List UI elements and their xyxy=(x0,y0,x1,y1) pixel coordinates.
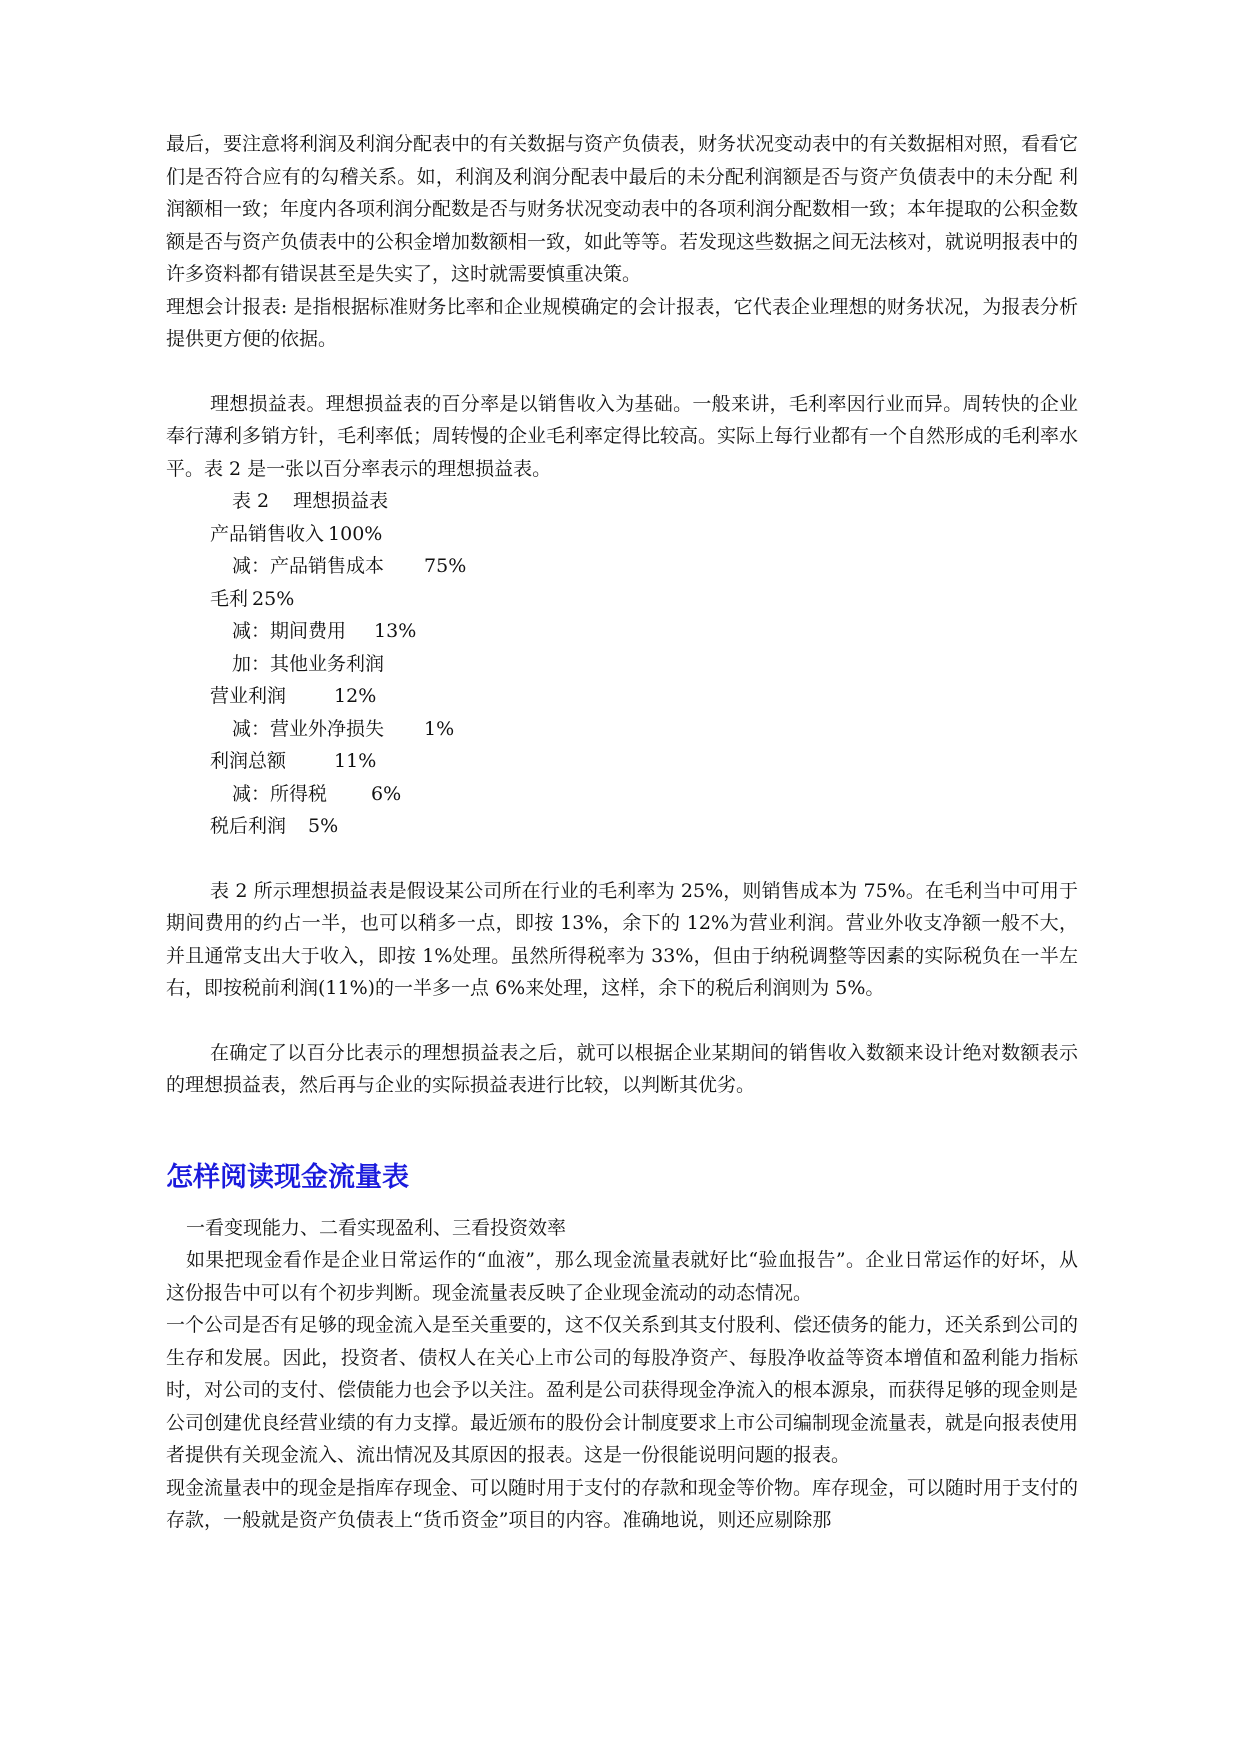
paragraph-verification: 最后，要注意将利润及利润分配表中的有关数据与资产负债表，财务状况变动表中的有关数据相对照，看看它们是否符合应有的勾稽关系。如，利润及利润分配表中最后的未分配利润额是否与资产负债表中的未分配 利润额相一致；年度内各项利润分配数是否与财务状况变动表中的各项利润分配数相一致；本年提取的公积金数额是否与资产负债表中的公积金增加数额相一致，如此等等。若发现这些数据之间无法核对，就说明报表中的许多资料都有错误甚至是失实了，这时就需要慎重决策。 xyxy=(166,133,1079,285)
section-paragraph-cashflow-importance: 一个公司是否有足够的现金流入是至关重要的，这不仅关系到其支付股利、偿还债务的能力，还关系到公司的生存和发展。因此，投资者、债权人在关心上市公司的每股净资产、每股净收益等资本增值和盈利能力指标时，对公司的支付、偿债能力也会予以关注。盈利是公司获得现金净流入的根本源泉，而获得足够的现金则是公司创建优良经营业绩的有力支撑。最近颁布的股份会计制度要求上市公司编制现金流量表，就是向报表使用者提供有关现金流入、流出情况及其原因的报表。这是一份很能说明问题的报表。 xyxy=(166,1314,1079,1466)
table-row-value: 11% xyxy=(334,750,377,772)
table-row-value: 12% xyxy=(334,685,377,707)
table-row xyxy=(166,810,1078,843)
section-paragraph-cash-definition: 现金流量表中的现金是指库存现金、可以随时用于支付的存款和现金等价物。库存现金，可以随时用于支付的存款，一般就是资产负债表上“货币资金”项目的内容。准确地说，则还应剔除那 xyxy=(166,1476,1079,1531)
table-row xyxy=(166,550,1078,583)
table-row-value: 25% xyxy=(252,587,295,610)
table-row-value: 5% xyxy=(308,815,339,837)
table-row-label: 加：其他业务利润 xyxy=(232,652,385,675)
table-row-value: 13% xyxy=(374,620,417,642)
document-page xyxy=(166,128,1078,1537)
section-lead: 如果把现金看作是企业日常运作的“血液”，那么现金流量表就好比“验血报告”。企业日常运作的好坏，从这份报告中可以有个初步判断。现金流量表反映了企业现金流动的动态情况。 xyxy=(166,1249,1078,1304)
table-row xyxy=(166,778,1078,811)
table-caption-title: 理想损益表 xyxy=(293,490,389,512)
paragraph-table-explanation: 表 2 所示理想损益表是假设某公司所在行业的毛利率为 25%，则销售成本为 75%。在毛利当中可用于期间费用的约占一半，也可以稍多一点，即按 13%，余下的 12%为营业利润。营业外收支净额一般不大，并且通常支出大于收入，即按 1%处理。虽然所得税率为 33%，但由于纳税调整等因素的实际税负在一半左右，即按税前利润(11%)的一半多一点 6%来处理，这样，余下的税后利润则为 5%。 xyxy=(166,879,1078,999)
table-row-label: 减：产品销售成本 xyxy=(232,555,385,577)
table-row-label: 产品销售收入 xyxy=(210,522,325,545)
section-heading: 怎样阅读现金流量表 xyxy=(166,1161,409,1193)
table-row xyxy=(166,713,1078,746)
table-row xyxy=(166,648,1078,681)
spacer xyxy=(166,843,1078,875)
paragraph-conclusion: 在确定了以百分比表示的理想损益表之后，就可以根据企业某期间的销售收入数额来设计绝对数额表示的理想损益表，然后再与企业的实际损益表进行比较，以判断其优劣。 xyxy=(166,1041,1078,1096)
paragraph-income-intro: 理想损益表。理想损益表的百分率是以销售收入为基础。一般来讲，毛利率因行业而异。周转快的企业奉行薄利多销方针，毛利率低；周转慢的企业毛利率定得比较高。实际上每行业都有一个自然形成的毛利率水平。表 2 是一张以百分率表示的理想损益表。 xyxy=(166,392,1079,480)
table-row-label: 利润总额 xyxy=(210,750,287,772)
table-row-value: 100% xyxy=(328,522,383,545)
table-rows xyxy=(166,518,1078,843)
table-row xyxy=(166,745,1078,778)
spacer xyxy=(166,1005,1078,1037)
table-row-label: 营业利润 xyxy=(210,685,287,707)
table-row-value: 1% xyxy=(424,717,455,740)
paragraph-ideal-statement: 理想会计报表: 是指根据标准财务比率和企业规模确定的会计报表，它代表企业理想的财务状况，为报表分析提供更方便的依据。 xyxy=(166,295,1078,350)
table-caption xyxy=(166,485,1078,518)
table-row xyxy=(166,680,1078,713)
table-row-value: 75% xyxy=(424,555,467,577)
table-row-label: 减：所得税 xyxy=(232,782,328,805)
ideal-income-table xyxy=(166,485,1078,843)
table-caption-number: 表 2 xyxy=(232,490,270,512)
table-row-value: 6% xyxy=(371,782,402,805)
spacer xyxy=(166,356,1078,388)
section-subtitle: 一看变现能力、二看实现盈利、三看投资效率 xyxy=(186,1216,567,1239)
table-row-label: 税后利润 xyxy=(210,815,287,837)
table-row xyxy=(166,518,1078,551)
table-row-label: 减：期间费用 xyxy=(232,620,347,642)
table-row-label: 减：营业外净损失 xyxy=(232,717,385,740)
table-row xyxy=(166,615,1078,648)
table-row-label: 毛利 xyxy=(210,587,249,610)
table-row xyxy=(166,583,1078,616)
